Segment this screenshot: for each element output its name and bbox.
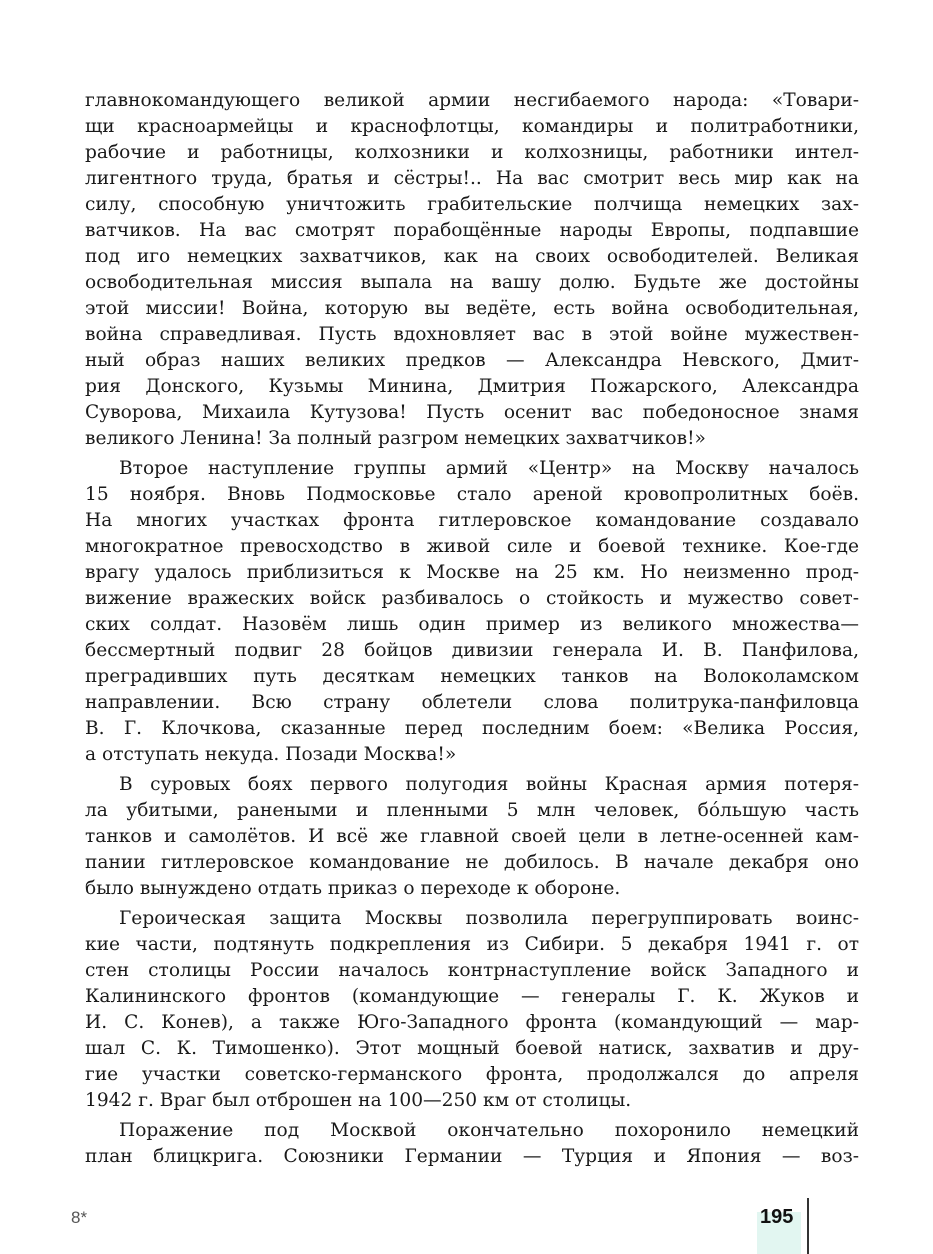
text-line: И. С. Конев), а также Юго-Западного фронта (командующий — мар- [85,1012,859,1033]
text-line: ских солдат. Назовём лишь один пример из великого множества— [85,614,859,635]
text-line: под иго немецких захватчиков, как на своих освободителей. Великая [85,246,859,267]
paragraph [85,88,859,452]
text-line: Калининского фронтов (командующие — генералы Г. К. Жуков и [85,986,859,1007]
text-line: ла убитыми, ранеными и пленными 5 млн человек, бо́льшую часть [85,800,859,821]
page-body-text [85,88,859,1174]
text-line: освободительная миссия выпала на вашу долю. Будьте же достойны [85,272,859,293]
text-line: кие части, подтянуть подкрепления из Сибири. 5 декабря 1941 г. от [85,934,859,955]
text-line: В суровых боях первого полугодия войны Красная армия потеря- [119,774,859,795]
text-line: бессмертный подвиг 28 бойцов дивизии генерала И. В. Панфилова, [85,640,859,661]
text-line: ный образ наших великих предков — Александра Невского, Дмит- [85,350,859,371]
printer-signature-mark: 8* [71,1208,88,1227]
page-number: 195 [760,1206,794,1228]
text-line: план блицкрига. Союзники Германии — Турция и Япония — воз- [85,1146,859,1167]
text-line: Суворова, Михаила Кутузова! Пусть осенит вас победоносное знамя [85,402,859,423]
text-line: главнокомандующего великой армии несгибаемого народа: «Товари- [85,90,859,111]
text-line: На многих участках фронта гитлеровское командование создавало [85,510,859,531]
paragraph [85,1118,859,1170]
text-line: преградивших путь десяткам немецких танков на Волоколамском [85,666,859,687]
text-line: Героическая защита Москвы позволила перегруппировать воинс- [119,908,859,929]
text-line: Поражение под Москвой окончательно похоронило немецкий [119,1120,859,1141]
text-line: танков и самолётов. И всё же главной своей цели в летне-осенней кам- [85,826,859,847]
text-line: рия Донского, Кузьмы Минина, Дмитрия Пожарского, Александра [85,376,859,397]
paragraph [85,772,859,902]
page-number-rule [807,1198,809,1254]
text-line: шал С. К. Тимошенко). Этот мощный боевой натиск, захватив и дру- [85,1038,859,1059]
text-line: 1942 г. Враг был отброшен на 100—250 км от столицы. [85,1090,632,1111]
text-line: вижение вражеских войск разбивалось о стойкость и мужество совет- [85,588,859,609]
text-line: гие участки советско-германского фронта, продолжался до апреля [85,1064,859,1085]
text-line: рабочие и работницы, колхозники и колхозницы, работники интел- [85,142,859,163]
paragraph [85,456,859,768]
text-line: 15 ноября. Вновь Подмосковье стало ареной кровопролитных боёв. [85,484,859,505]
text-line: пании гитлеровское командование не добилось. В начале декабря оно [85,852,859,873]
text-line: силу, способную уничтожить грабительские полчища немецких зах- [85,194,859,215]
text-line: великого Ленина! За полный разгром немецких захватчиков!» [85,428,706,449]
text-line: многократное превосходство в живой силе и боевой технике. Кое-где [85,536,859,557]
text-line: В. Г. Клочкова, сказанные перед последним боем: «Велика Россия, [85,718,859,739]
text-line: этой миссии! Война, которую вы ведёте, есть война освободительная, [85,298,859,319]
text-line: а отступать некуда. Позади Москва!» [85,744,457,765]
text-line: направлении. Всю страну облетели слова политрука-панфиловца [85,692,859,713]
text-line: врагу удалось приблизиться к Москве на 25 км. Но неизменно прод- [85,562,859,583]
text-line: щи красноармейцы и краснофлотцы, командиры и политработники, [85,116,859,137]
text-line: Второе наступление группы армий «Центр» на Москву началось [119,458,859,479]
text-line: стен столицы России началось контрнаступление войск Западного и [85,960,859,981]
text-line: лигентного труда, братья и сёстры!.. На вас смотрит весь мир как на [85,168,859,189]
paragraph [85,906,859,1114]
text-line: война справедливая. Пусть вдохновляет вас в этой войне мужествен- [85,324,859,345]
text-line: ватчиков. На вас смотрят порабощённые народы Европы, подпавшие [85,220,859,241]
text-line: было вынуждено отдать приказ о переходе к обороне. [85,878,621,899]
